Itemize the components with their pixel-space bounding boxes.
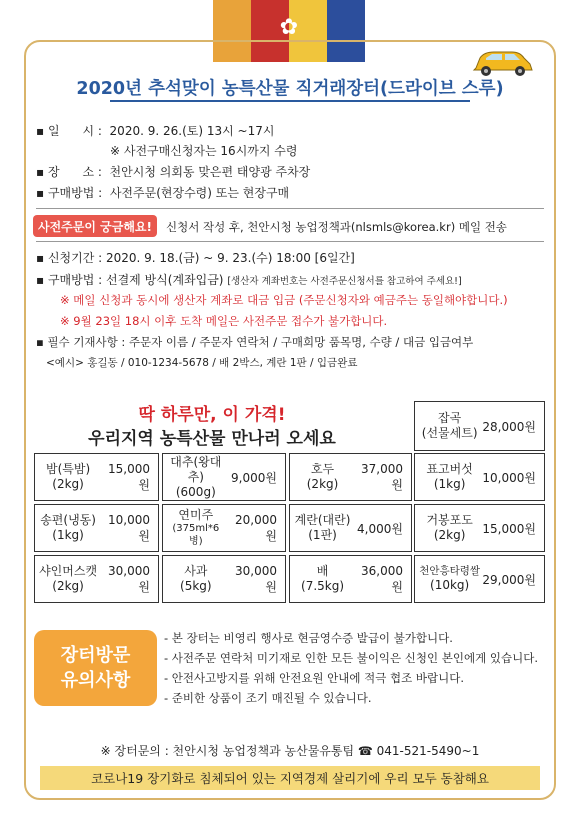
notice-item: - 본 장터는 비영리 행사로 현금영수증 발급이 불가합니다. <box>164 631 453 645</box>
product-cell <box>34 504 159 552</box>
product-size: (600g) <box>175 484 216 499</box>
product-price: 10,000원 <box>482 470 536 485</box>
product-size: (5kg) <box>180 579 212 593</box>
product-price: 4,000원 <box>357 521 403 536</box>
info-date <box>36 122 274 139</box>
required-fields: ▪ 필수 기재사항 : 주문자 이름 / 주문자 연락처 / 구매희망 품목명, 수량 / 대금 입금여부 <box>36 335 474 349</box>
contact-info: ※ 장터문의 : 천안시청 농업정책과 농산물유통팀 ☎ 041-521-5490~1 <box>100 744 480 758</box>
promo-subheadline: 우리지역 농특산물 만나러 오세요 <box>88 429 336 449</box>
notice-badge <box>34 630 157 706</box>
product-price: 15,000원 <box>482 521 536 536</box>
product-name: 대추(왕대추) <box>170 454 222 484</box>
product-size: (375ml*6병) <box>172 523 220 547</box>
info-note <box>110 142 297 159</box>
product-cell <box>414 555 545 603</box>
product-size: (2kg) <box>433 528 466 542</box>
bullet-icon: ▪ <box>36 165 45 179</box>
product-name: 사과 <box>184 564 208 578</box>
info-place <box>36 163 310 180</box>
product-size: (2kg) <box>306 477 339 491</box>
product-price: 29,000원 <box>482 572 536 587</box>
example-text: <예시> 홍길동 / 010-1234-5678 / 배 2박스, 계란 1판 / 입금완료 <box>46 357 358 369</box>
product-price: 15,000원 <box>108 461 150 492</box>
product-name: 호두 <box>310 462 335 476</box>
product-price: 36,000원 <box>361 563 403 594</box>
product-size: (2kg) <box>52 477 84 491</box>
product-cell <box>414 504 545 552</box>
info-value: 사전주문(현장수령) 또는 현장구매 <box>109 186 290 200</box>
info-label: 장 소 : <box>47 165 106 179</box>
product-cell <box>414 453 545 501</box>
knot-icon: ✿ <box>279 14 299 40</box>
warning-deadline: ※ 9월 23일 18시 이후 도착 메일은 사전주문 접수가 불가합니다. <box>60 314 388 328</box>
preorder-badge: 사전주문이 궁금해요! <box>33 215 157 237</box>
product-name: 계란(대란) <box>294 513 351 527</box>
promo-headline: 딱 하루만, 이 가격! <box>138 405 286 425</box>
method-note: [생산자 계좌번호는 사전주문신청서를 참고하여 주세요!] <box>227 276 462 287</box>
product-cell <box>162 555 286 603</box>
notice-title-line1: 장터방문 <box>60 644 131 666</box>
product-name: 표고버섯 <box>426 462 473 476</box>
product-cell <box>162 453 286 501</box>
info-value: 2020. 9. 26.(토) 13시 ~17시 <box>109 124 275 138</box>
page-title: 2020년 추석맞이 농특산물 직거래장터(드라이브 스루) <box>76 79 504 99</box>
warning-deposit: ※ 메일 신청과 동시에 생산자 계좌로 대금 입금 (주문신청자와 예금주는 동일해야합니다.) <box>60 293 508 307</box>
method-label: ▪ 구매방법 : 선결제 방식(계좌입금) <box>36 273 228 287</box>
product-cell <box>34 555 159 603</box>
product-size: (7.5kg) <box>301 579 345 593</box>
bullet-icon: ▪ <box>36 186 45 200</box>
product-cell <box>162 504 286 552</box>
product-size: (2kg) <box>52 579 84 593</box>
product-price: 10,000원 <box>108 512 150 543</box>
info-label: 일 시 : <box>47 124 106 138</box>
apply-period: ▪ 신청기간 : 2020. 9. 18.(금) ~ 9. 23.(수) 18:00 [6일간] <box>36 251 355 265</box>
product-size: (10kg) <box>430 578 470 593</box>
product-name: 샤인머스캣 <box>39 564 98 578</box>
product-size: (1kg) <box>433 477 466 491</box>
product-cell <box>289 453 412 501</box>
product-name: 천안흥타령쌀 <box>419 564 481 577</box>
product-name: 거봉포도 <box>426 513 473 527</box>
product-price: 30,000원 <box>108 563 150 594</box>
product-price: 37,000원 <box>361 461 403 492</box>
product-name: 송편(냉동) <box>40 513 96 527</box>
product-size: (1kg) <box>52 528 84 542</box>
product-cell <box>289 555 412 603</box>
info-value: ※ 사전구매신청자는 16시까지 수령 <box>110 144 298 158</box>
product-price: 30,000원 <box>235 563 277 594</box>
purchase-method <box>36 271 462 288</box>
preorder-text: 신청서 작성 후, 천안시청 농업정책과(nlsmls@korea.kr) 메일 전송 <box>166 220 507 234</box>
product-name: 잡곡 <box>438 411 462 425</box>
divider <box>36 208 544 209</box>
product-name: 연미주 <box>178 508 214 522</box>
notice-item: - 사전주문 연락처 미기재로 인한 모든 불이익은 신청인 본인에게 있습니다. <box>164 651 538 665</box>
product-price: 20,000원 <box>235 512 277 543</box>
notice-item: - 준비한 상품이 조기 매진될 수 있습니다. <box>164 691 372 705</box>
product-size: (1판) <box>308 528 337 542</box>
info-label: 구매방법 : <box>47 186 107 200</box>
info-method <box>36 184 289 201</box>
product-cell <box>289 504 412 552</box>
product-cell <box>414 401 545 451</box>
product-price-table <box>34 397 548 613</box>
product-name: 밤(특밤) <box>46 462 91 476</box>
bullet-icon: ▪ <box>36 124 45 138</box>
product-cell <box>34 453 159 501</box>
notice-item: - 안전사고방지를 위해 안전요원 안내에 적극 협조 바랍니다. <box>164 671 465 685</box>
title-underline <box>110 100 470 102</box>
product-name: 배 <box>316 564 329 578</box>
notice-title-line2: 유의사항 <box>60 670 131 691</box>
info-value: 천안시청 의회동 맞은편 태양광 주차장 <box>109 165 311 179</box>
footer-slogan: 코로나19 장기화로 침체되어 있는 지역경제 살리기에 우리 모두 동참해요 <box>40 766 540 790</box>
product-size: (선물세트) <box>421 426 478 440</box>
divider <box>36 241 544 242</box>
product-price: 28,000원 <box>482 419 536 434</box>
product-price: 9,000원 <box>231 470 277 485</box>
